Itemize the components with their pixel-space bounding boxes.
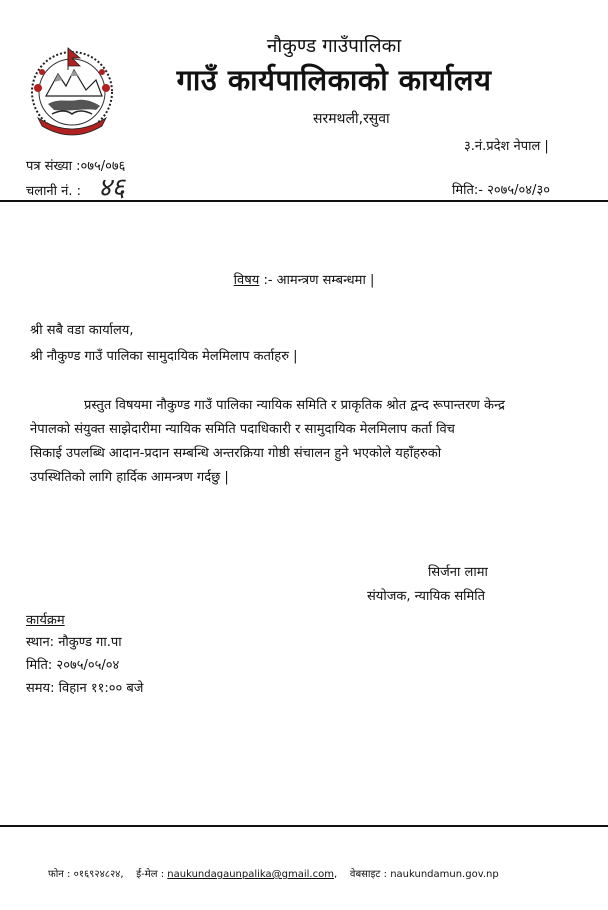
program-date: मिति: २०७५/०५/०४ xyxy=(26,658,120,673)
reference-number: पत्र संख्या :०७५/०७६ xyxy=(26,159,126,174)
program-place: स्थान: नौकुण्ड गा.पा xyxy=(26,635,122,650)
footer-contact: फोन : ०१६९२४८२४, ई-मेल : naukundagaunpalika@gmail.com, वेबसाइट : naukundamun.gov.np xyxy=(48,869,499,880)
subject-line xyxy=(0,270,608,288)
office-address: सरमथली,रसुवा xyxy=(313,111,390,127)
org-name: नौकुण्ड गाउँपालिका xyxy=(266,35,402,57)
addressee-line: श्री सबै वडा कार्यालय, xyxy=(30,323,134,338)
addressee-line: श्री नौकुण्ड गाउँ पालिका सामुदायिक मेलमिलाप कर्ताहरु | xyxy=(30,349,298,364)
footer-phone: फोन : ०१६९२४८२४, xyxy=(48,869,124,880)
program-time: समय: विहान ११:०० बजे xyxy=(26,681,144,696)
subject-key: विषय xyxy=(233,273,260,288)
signatory-title: संयोजक, न्यायिक समिति xyxy=(367,589,486,604)
footer-email-link[interactable]: naukundagaunpalika@gmail.com xyxy=(167,869,334,880)
footer-divider xyxy=(0,825,608,827)
subject-text: :- आमन्त्रण सम्बन्धमा | xyxy=(259,273,375,288)
footer-website-link[interactable]: naukundamun.gov.np xyxy=(390,869,499,880)
body-line: नेपालको संयुक्त साझेदारीमा न्यायिक समिति पदाधिकारी र सामुदायिक मेलमिलाप कर्ता विच xyxy=(30,422,455,437)
body-line: सिकाई उपलब्धि आदान-प्रदान सम्बन्धि अन्तरक्रिया गोष्ठी संचालन हुने भएकोले यहाँहरुको xyxy=(30,446,442,461)
province-label: ३.नं.प्रदेश नेपाल | xyxy=(464,139,549,154)
body-line: उपस्थितिको लागि हार्दिक आमन्त्रण गर्दछु | xyxy=(30,470,229,485)
dispatch-number-label: चलानी नं. : xyxy=(26,184,82,199)
signatory-name: सिर्जना लामा xyxy=(428,565,488,580)
body-line: प्रस्तुत विषयमा नौकुण्ड गाउँ पालिका न्यायिक समिति र प्राकृतिक श्रोत द्वन्द रूपान्तरण केन्द्र xyxy=(84,398,505,413)
program-heading: कार्यक्रम xyxy=(26,613,65,628)
letter-date: मिति:- २०७५/०४/३० xyxy=(452,183,550,198)
dispatch-number-handwritten: ४६ xyxy=(98,173,126,203)
office-title: गाउँ कार्यपालिकाको कार्यालय xyxy=(176,63,492,97)
header-divider xyxy=(0,200,608,202)
footer-website-label: वेबसाइट : xyxy=(349,869,388,880)
footer-email-label: ई-मेल : xyxy=(136,869,165,880)
